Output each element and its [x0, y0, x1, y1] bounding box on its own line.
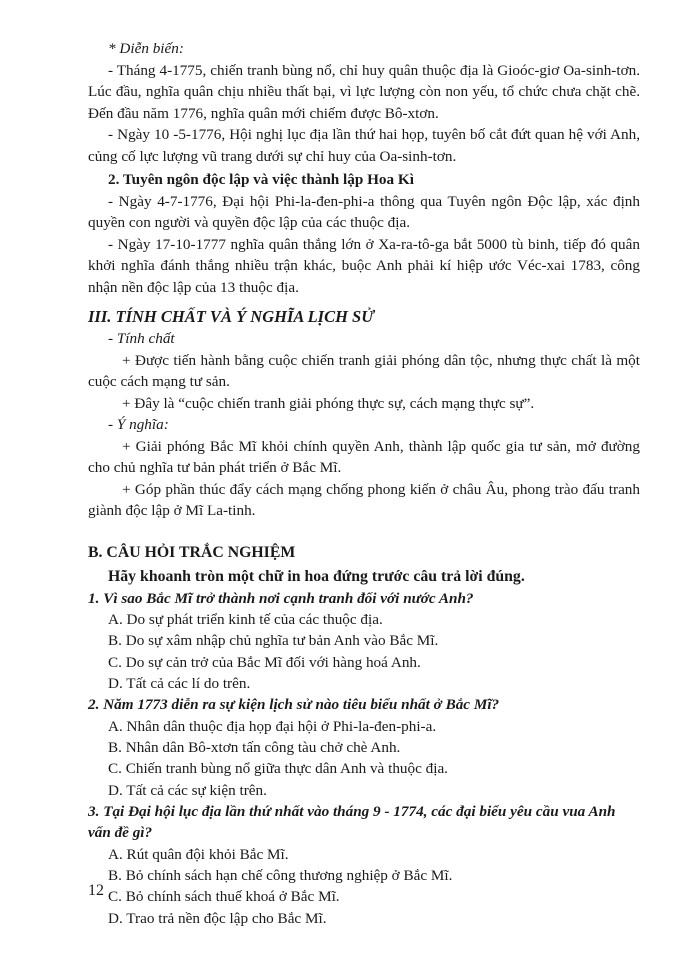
page-number: 12: [88, 882, 104, 899]
option-c: C. Chiến tranh bùng nổ giữa thực dân Anh và thuộc địa.: [108, 760, 448, 778]
option-c: C. Bỏ chính sách thuế khoá ở Bắc Mĩ.: [108, 888, 340, 906]
option-a: A. Rút quân đội khỏi Bắc Mĩ.: [108, 845, 289, 863]
dien-bien-label: * Diễn biến:: [108, 40, 184, 57]
option-c: C. Do sự cản trở của Bắc Mĩ đối với hàng hoá Anh.: [108, 653, 421, 671]
section-3-heading: III. TÍNH CHẤT VÀ Ý NGHĨA LỊCH SỬ: [88, 307, 375, 326]
option-b: B. Do sự xâm nhập chủ nghĩa tư bản Anh vào Bắc Mĩ.: [108, 632, 439, 650]
section-2-paragraph-2: - Ngày 17-10-1777 nghĩa quân thắng lớn ở Xa-ra-tô-ga bắt 5000 tù binh, tiếp đó quân khởi nghĩa đánh thắng nhiều trận khác, buộc Anh phải kí hiệp ước Véc-xai 1783, công nhận nền độc lập của 13 thuộc địa.: [88, 235, 640, 296]
quiz-instruction: Hãy khoanh tròn một chữ in hoa đứng trước câu trả lời đúng.: [108, 567, 525, 585]
dien-bien-paragraph-1: - Tháng 4-1775, chiến tranh bùng nổ, chỉ huy quân thuộc địa là Gioóc-giơ Oa-sinh-tơn. Lúc đầu, nghĩa quân chịu nhiều thất bại, vì lực lượng còn non yếu, tổ chức chưa chặt chẽ. Đến đầu năm 1776, nghĩa quân mới chiếm được Bô-xtơn.: [88, 61, 640, 122]
tinh-chat-item-1: + Được tiến hành bằng cuộc chiến tranh giải phóng dân tộc, nhưng thực chất là một cuộc cách mạng tư sản.: [88, 351, 640, 390]
section-2-heading: 2. Tuyên ngôn độc lập và việc thành lập Hoa Kì: [108, 171, 414, 188]
question-2: [88, 694, 640, 801]
option-d: D. Trao trả nền độc lập cho Bắc Mĩ.: [108, 909, 327, 927]
quiz-heading: B. CÂU HỎI TRẮC NGHIỆM: [88, 543, 296, 561]
question-text: 1. Vì sao Bắc Mĩ trở thành nơi cạnh tranh đối với nước Anh?: [88, 589, 474, 607]
option-list: [88, 844, 640, 929]
question-3: [88, 801, 640, 929]
dien-bien-paragraph-2: - Ngày 10 -5-1776, Hội nghị lục địa lần thứ hai họp, tuyên bố cắt đứt quan hệ với Anh, củng cố lực lượng vũ trang dưới sự chỉ huy của Oa-sinh-tơn.: [88, 126, 640, 165]
y-nghia-item-2: + Góp phần thúc đẩy cách mạng chống phong kiến ở châu Âu, phong trào đấu tranh giành độc lập ở Mĩ La-tinh.: [88, 480, 640, 519]
option-b: B. Bỏ chính sách hạn chế công thương nghiệp ở Bắc Mĩ.: [108, 867, 453, 885]
tinh-chat-item-2: + Đây là “cuộc chiến tranh giải phóng thực sự, cách mạng thực sự”.: [122, 394, 535, 412]
section-2-paragraph-1: - Ngày 4-7-1776, Đại hội Phi-la-đen-phi-a thông qua Tuyên ngôn Độc lập, xác định quyền con người và quyền độc lập của các thuộc địa.: [88, 192, 640, 231]
option-d: D. Tất cả các lí do trên.: [108, 674, 251, 692]
option-a: A. Do sự phát triển kinh tế của các thuộc địa.: [108, 611, 383, 628]
option-d: D. Tất cả các sự kiện trên.: [108, 781, 267, 799]
page-content: [88, 38, 640, 929]
option-list: [88, 609, 640, 694]
y-nghia-label: - Ý nghĩa:: [108, 416, 169, 433]
option-a: A. Nhân dân thuộc địa họp đại hội ở Phi-la-đen-phi-a.: [108, 717, 437, 735]
option-b: B. Nhân dân Bô-xtơn tấn công tàu chở chè Anh.: [108, 738, 401, 756]
question-text: 3. Tại Đại hội lục địa lần thứ nhất vào tháng 9 - 1774, các đại biểu yêu cầu vua Anh vấn đề gì?: [88, 802, 616, 842]
option-list: [88, 716, 640, 801]
question-text: 2. Năm 1773 diễn ra sự kiện lịch sử nào tiêu biểu nhất ở Bắc Mĩ?: [88, 696, 500, 714]
tinh-chat-label: - Tính chất: [108, 330, 175, 347]
question-1: [88, 588, 640, 695]
y-nghia-item-1: + Giải phóng Bắc Mĩ khỏi chính quyền Anh, thành lập quốc gia tư sản, mở đường cho chủ nghĩa tư bản phát triển ở Bắc Mĩ.: [88, 437, 640, 476]
